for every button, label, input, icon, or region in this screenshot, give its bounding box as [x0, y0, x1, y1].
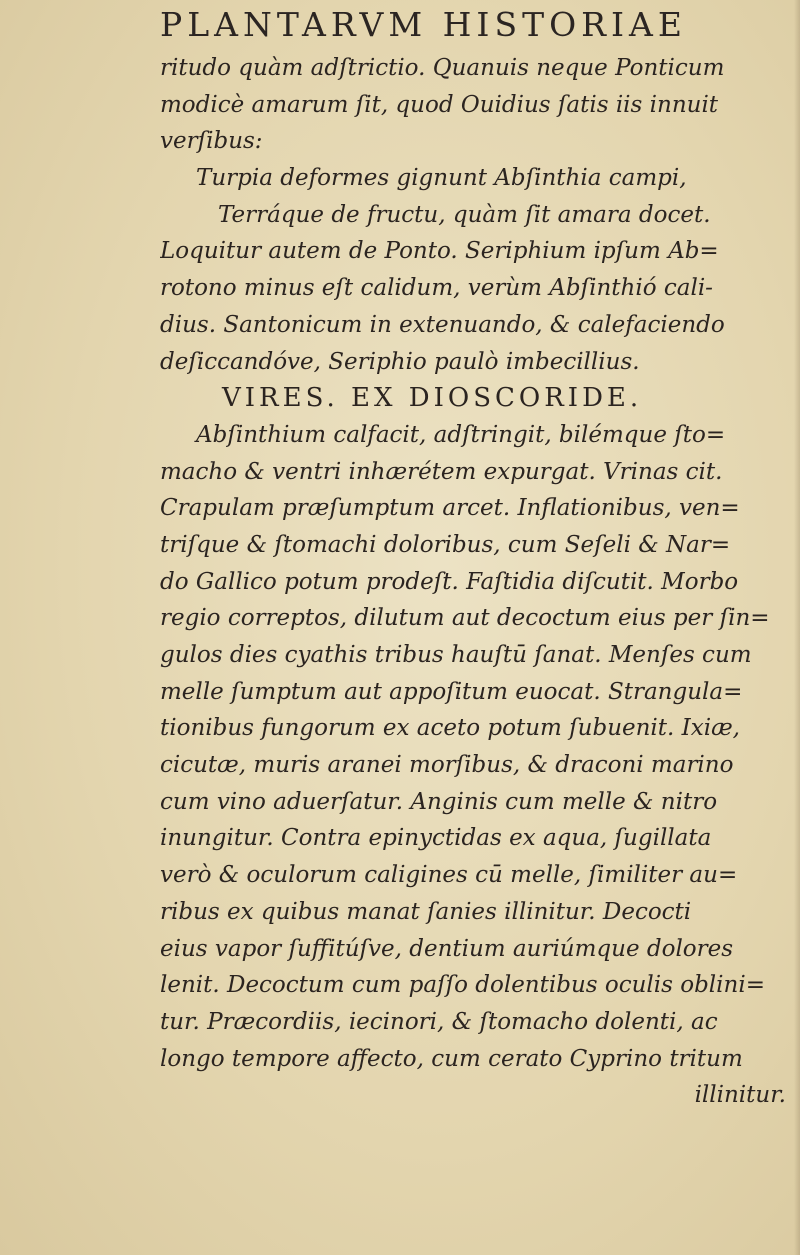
text-line: illinitur.: [694, 1082, 786, 1109]
text-line: triſque & ſtomachi doloribus, cum Seſeli & Nar=: [160, 531, 731, 558]
text-line: melle ſumptum aut appoſitum euocat. Strangula=: [160, 678, 743, 705]
verse-line: Terráque de fructu, quàm ſit amara docet.: [218, 201, 711, 228]
text-line: Abſinthium calfacit, adſtringit, bilémque ſto=: [196, 421, 726, 448]
text-line: rotono minus eſt calidum, verùm Abſinthió cali-: [160, 275, 713, 302]
text-line: longo tempore affecto, cum cerato Cyprino tritum: [160, 1045, 743, 1072]
text-line: lenit. Decoctum cum paſſo dolentibus oculis oblini=: [160, 972, 765, 999]
verse-line: Turpia deformes gignunt Abſinthia campi,: [196, 165, 687, 192]
text-line: tionibus fungorum ex aceto potum ſubuenit. Ixiæ,: [160, 715, 740, 742]
text-line: cum vino aduerſatur. Anginis cum melle & nitro: [160, 788, 718, 815]
running-header: PLANTARVM HISTORIAE: [160, 5, 687, 44]
text-line: tur. Præcordiis, iecinori, & ſtomacho dolenti, ac: [160, 1008, 718, 1035]
text-line: do Gallico potum prodeſt. Faſtidia diſcutit. Morbo: [160, 568, 739, 595]
text-line: regio correptos, dilutum aut decoctum eius per ſin=: [160, 605, 770, 632]
text-line: dius. Santonicum in extenuando, & calefaciendo: [160, 311, 725, 338]
page-body: [160, 50, 790, 1114]
text-line: Crapulam præſumptum arcet. Inflationibus, ven=: [160, 495, 740, 522]
text-line: gulos dies cyathis tribus hauſtū ſanat. Menſes cum: [160, 642, 752, 668]
text-line: ribus ex quibus manat ſanies illinitur. Decocti: [160, 898, 692, 925]
section-heading: VIRES. EX DIOSCORIDE.: [222, 383, 643, 414]
text-line: Loquitur autem de Ponto. Seriphium ipſum Ab=: [160, 238, 719, 265]
page-edge-shadow: [794, 0, 800, 1255]
text-line: verſibus:: [160, 128, 263, 155]
text-line: modicè amarum ſit, quod Ouidius ſatis iis innuit: [160, 91, 719, 118]
text-line: ritudo quàm adſtrictio. Quanuis neque Ponticum: [160, 55, 725, 81]
text-line: inungitur. Contra epinyctidas ex aqua, ſugillata: [160, 825, 712, 852]
text-line: cicutæ, muris aranei morſibus, & draconi marino: [160, 752, 734, 779]
text-line: eius vapor ſuffitúſve, dentium auriúmque dolores: [160, 935, 734, 962]
text-line: macho & ventri inhærétem expurgat. Vrinas cit.: [160, 458, 723, 485]
text-line: verò & oculorum caligines cū melle, ſimiliter au=: [160, 862, 738, 889]
text-line: deſiccandóve, Seriphio paulò imbecillius.: [160, 348, 640, 375]
